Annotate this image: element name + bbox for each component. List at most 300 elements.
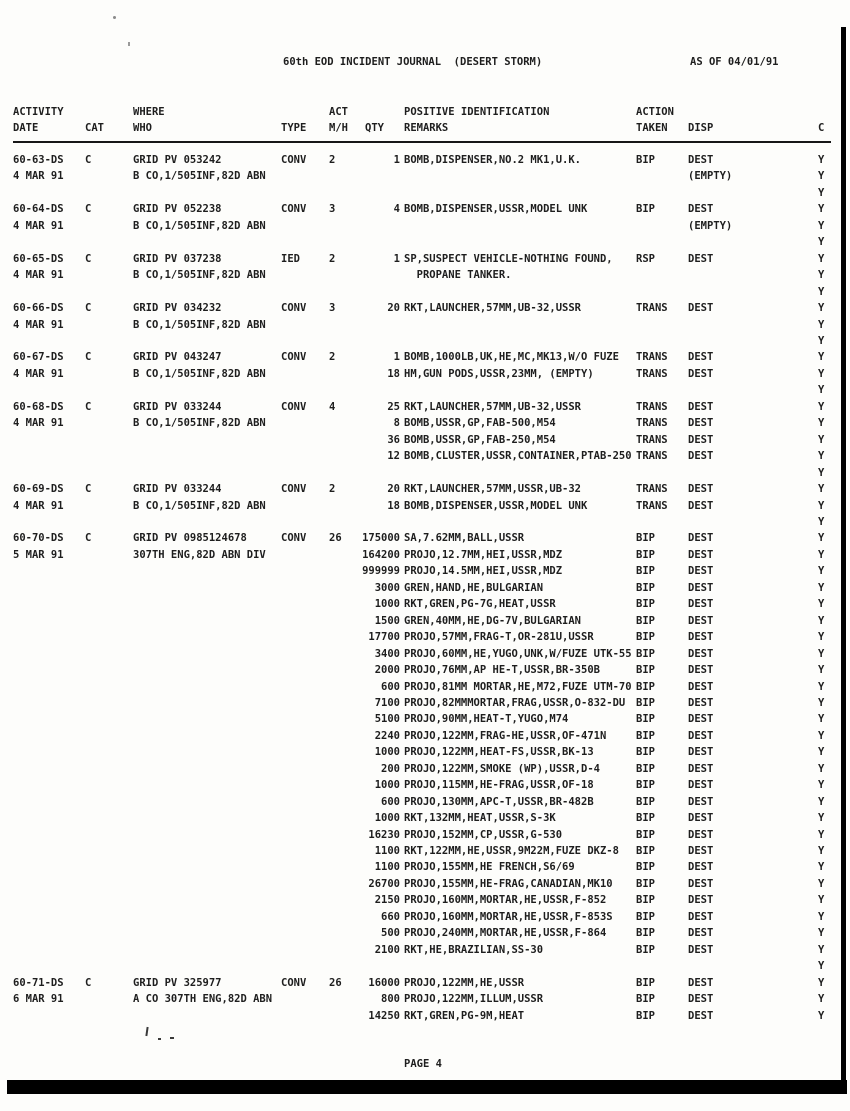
cell-cat (85, 465, 133, 481)
cell-action: BIP (636, 647, 655, 660)
cell-activity (13, 596, 85, 612)
cell-where_who: GRID PV 034232 (133, 302, 222, 315)
cell-activity (13, 613, 85, 629)
cell-where_who (133, 909, 281, 925)
cell-cat (85, 317, 133, 333)
cell-cat (85, 547, 133, 563)
cell-c: Y (818, 450, 825, 463)
cell-where_who (133, 514, 281, 530)
cell-remarks: PROJO,82MMMORTAR,FRAG,USSR,O-832-DU (404, 696, 626, 709)
cell-type (281, 366, 329, 382)
cell-activity (13, 909, 85, 925)
cell-action: BIP (636, 548, 655, 561)
cell-activity: 60-69-DS (13, 483, 64, 496)
cell-cat (85, 234, 133, 250)
journal-line (13, 794, 831, 810)
journal-line (13, 629, 831, 645)
as-of-date: AS OF 04/01/91 (690, 56, 779, 68)
cell-action: TRANS (636, 367, 668, 380)
cell-where_who: 307TH ENG,82D ABN DIV (133, 548, 266, 561)
cell-type: IED (281, 252, 300, 265)
cell-remarks: RKT,HE,BRAZILIAN,SS-30 (404, 943, 544, 956)
cell-qty: 14250 (368, 1009, 400, 1022)
cell-where_who: GRID PV 052238 (133, 203, 222, 216)
cell-mh (329, 794, 361, 810)
cell-action (636, 168, 688, 184)
cell-c: Y (818, 680, 825, 693)
cell-remarks: PROJO,155MM,HE-FRAG,CANADIAN,MK10 (404, 877, 613, 890)
cell-cat (85, 514, 133, 530)
cell-activity (13, 728, 85, 744)
cell-activity: 5 MAR 91 (13, 548, 64, 561)
cell-remarks: PROJO,240MM,MORTAR,HE,USSR,F-864 (404, 927, 607, 940)
cell-qty: 25 (387, 400, 400, 413)
cell-cat: C (85, 400, 92, 413)
cell-cat (85, 695, 133, 711)
cell-where_who: GRID PV 033244 (133, 400, 222, 413)
cell-type (281, 744, 329, 760)
cell-type (281, 876, 329, 892)
journal-line (13, 300, 831, 316)
cell-qty (361, 382, 404, 398)
journal-line (13, 892, 831, 908)
cell-mh (329, 679, 361, 695)
cell-where_who (133, 958, 281, 974)
cell-remarks: PROJO,115MM,HE-FRAG,USSR,OF-18 (404, 779, 594, 792)
cell-remarks (404, 218, 636, 234)
journal-line (13, 843, 831, 859)
cell-c: Y (818, 861, 825, 874)
cell-c: Y (818, 318, 825, 331)
cell-activity (13, 925, 85, 941)
page-number: PAGE 4 (404, 1058, 442, 1070)
journal-line (13, 498, 831, 514)
cell-mh (329, 843, 361, 859)
cell-disp: DEST (688, 252, 714, 265)
cell-where_who (133, 892, 281, 908)
cell-action (636, 465, 688, 481)
header-remarks: REMARKS (404, 122, 449, 134)
header-spacer (688, 104, 818, 120)
cell-type (281, 498, 329, 514)
cell-activity (13, 711, 85, 727)
journal-line (13, 991, 831, 1007)
cell-cat (85, 185, 133, 201)
cell-disp: DEST (688, 548, 714, 561)
cell-action (636, 333, 688, 349)
cell-mh: 3 (329, 302, 336, 315)
cell-activity (13, 810, 85, 826)
journal-line (13, 942, 831, 958)
journal-line (13, 168, 831, 184)
cell-activity (13, 580, 85, 596)
cell-qty (361, 465, 404, 481)
cell-activity (13, 333, 85, 349)
cell-mh (329, 859, 361, 875)
scan-edge-bottom (7, 1080, 847, 1094)
journal-line (13, 152, 831, 168)
header-cat: CAT (85, 122, 104, 134)
cell-mh (329, 629, 361, 645)
cell-activity (13, 646, 85, 662)
cell-qty (361, 514, 404, 530)
cell-c: Y (818, 713, 825, 726)
cell-c: Y (818, 894, 825, 907)
cell-qty (361, 267, 404, 283)
cell-cat (85, 958, 133, 974)
cell-remarks: BOMB,USSR,GP,FAB-250,M54 (404, 433, 556, 446)
cell-type (281, 267, 329, 283)
cell-cat (85, 991, 133, 1007)
cell-cat (85, 168, 133, 184)
cell-type: CONV (281, 976, 307, 989)
cell-remarks: PROJO,122MM,FRAG-HE,USSR,OF-471N (404, 729, 607, 742)
cell-disp: DEST (688, 154, 714, 166)
header-where: WHERE (133, 106, 165, 118)
cell-cat (85, 942, 133, 958)
journal-line (13, 613, 831, 629)
cell-action: TRANS (636, 450, 668, 463)
cell-mh: 2 (329, 252, 336, 265)
cell-activity (13, 892, 85, 908)
cell-cat: C (85, 483, 92, 496)
cell-activity: 60-64-DS (13, 203, 64, 216)
cell-action: TRANS (636, 433, 668, 446)
cell-action (636, 185, 688, 201)
cell-cat (85, 761, 133, 777)
cell-qty (361, 185, 404, 201)
cell-action: BIP (636, 631, 655, 644)
cell-disp: DEST (688, 598, 714, 611)
cell-qty: 3000 (374, 581, 400, 594)
cell-cat: C (85, 532, 92, 545)
cell-cat (85, 596, 133, 612)
cell-type (281, 563, 329, 579)
cell-type (281, 777, 329, 793)
cell-mh (329, 185, 361, 201)
document-title: 60th EOD INCIDENT JOURNAL (DESERT STORM) (283, 56, 543, 68)
cell-where_who (133, 728, 281, 744)
cell-activity (13, 514, 85, 530)
cell-c: Y (818, 762, 825, 775)
journal-line (13, 909, 831, 925)
journal-line (13, 366, 831, 382)
cell-remarks (404, 284, 636, 300)
cell-where_who (133, 580, 281, 596)
cell-action: BIP (636, 795, 655, 808)
cell-disp: DEST (688, 565, 714, 578)
header-spacer (818, 104, 831, 120)
cell-type (281, 695, 329, 711)
cell-qty: 4 (393, 203, 400, 216)
cell-remarks: PROJO,60MM,HE,YUGO,UNK,W/FUZE UTK-55 (404, 647, 632, 660)
cell-type: CONV (281, 154, 307, 166)
cell-c: Y (818, 943, 825, 956)
cell-mh (329, 547, 361, 563)
cell-c: Y (818, 515, 825, 528)
cell-activity: 60-67-DS (13, 351, 64, 364)
cell-qty: 1500 (374, 614, 400, 627)
cell-disp: DEST (688, 762, 714, 775)
cell-where_who (133, 843, 281, 859)
cell-remarks: BOMB,1000LB,UK,HE,MC,MK13,W/O FUZE (404, 351, 619, 364)
cell-type (281, 448, 329, 464)
ink-mark (158, 1038, 161, 1040)
cell-activity (13, 382, 85, 398)
cell-qty: 2100 (374, 943, 400, 956)
cell-qty: 7100 (374, 696, 400, 709)
cell-cat (85, 333, 133, 349)
cell-action: BIP (636, 581, 655, 594)
cell-cat (85, 267, 133, 283)
cell-where_who (133, 876, 281, 892)
cell-c: Y (818, 219, 825, 232)
cell-activity (13, 629, 85, 645)
cell-mh (329, 761, 361, 777)
cell-activity (13, 794, 85, 810)
cell-c: Y (818, 302, 825, 315)
journal-line (13, 695, 831, 711)
cell-remarks (404, 317, 636, 333)
cell-disp: DEST (688, 367, 714, 380)
cell-disp: DEST (688, 779, 714, 792)
cell-where_who (133, 629, 281, 645)
cell-qty: 600 (381, 680, 400, 693)
cell-cat (85, 744, 133, 760)
cell-remarks (404, 234, 636, 250)
cell-action: TRANS (636, 483, 668, 496)
cell-mh: 26 (329, 976, 342, 989)
header-action: ACTION (636, 106, 674, 118)
cell-cat: C (85, 154, 92, 166)
cell-action: BIP (636, 861, 655, 874)
cell-activity (13, 465, 85, 481)
ink-mark (170, 1037, 174, 1039)
cell-c: Y (818, 696, 825, 709)
cell-action: BIP (636, 713, 655, 726)
cell-disp (688, 382, 818, 398)
cell-c: Y (818, 285, 825, 298)
cell-c: Y (818, 1009, 825, 1022)
cell-activity: 60-70-DS (13, 532, 64, 545)
cell-activity (13, 1008, 85, 1024)
cell-type (281, 827, 329, 843)
cell-where_who (133, 333, 281, 349)
cell-cat: C (85, 203, 92, 216)
journal-line (13, 514, 831, 530)
cell-mh (329, 284, 361, 300)
cell-remarks: RKT,LAUNCHER,57MM,UB-32,USSR (404, 400, 582, 413)
cell-cat (85, 382, 133, 398)
cell-cat (85, 1008, 133, 1024)
journal-line (13, 646, 831, 662)
cell-qty: 2000 (374, 664, 400, 677)
cell-c: Y (818, 631, 825, 644)
cell-remarks: PROJO,160MM,MORTAR,HE,USSR,F-852 (404, 894, 607, 907)
cell-qty: 36 (387, 433, 400, 446)
cell-remarks: PROJO,76MM,AP HE-T,USSR,BR-350B (404, 664, 600, 677)
cell-c: Y (818, 203, 825, 216)
cell-qty: 1 (393, 252, 400, 265)
cell-activity (13, 679, 85, 695)
scan-edge-right (841, 27, 846, 1083)
cell-mh (329, 448, 361, 464)
cell-type (281, 646, 329, 662)
cell-action: BIP (636, 203, 655, 216)
header-row-2 (13, 120, 831, 136)
cell-action: BIP (636, 664, 655, 677)
journal-line (13, 711, 831, 727)
journal-line (13, 349, 831, 365)
cell-mh (329, 1008, 361, 1024)
journal-line (13, 761, 831, 777)
header-type: TYPE (281, 122, 307, 134)
cell-disp: DEST (688, 845, 714, 858)
cell-activity (13, 827, 85, 843)
cell-disp: DEST (688, 203, 714, 216)
cell-disp (688, 267, 818, 283)
cell-remarks: BOMB,DISPENSER,USSR,MODEL UNK (404, 203, 588, 216)
cell-mh (329, 695, 361, 711)
cell-mh (329, 646, 361, 662)
cell-cat (85, 892, 133, 908)
cell-c: Y (818, 351, 825, 364)
cell-action: TRANS (636, 400, 668, 413)
cell-where_who (133, 859, 281, 875)
cell-type (281, 613, 329, 629)
cell-action: RSP (636, 252, 655, 265)
cell-cat: C (85, 351, 92, 364)
cell-disp: DEST (688, 417, 714, 430)
cell-activity (13, 695, 85, 711)
cell-where_who: B CO,1/505INF,82D ABN (133, 269, 266, 282)
cell-cat (85, 925, 133, 941)
cell-activity (13, 185, 85, 201)
cell-disp: DEST (688, 631, 714, 644)
cell-activity: 60-68-DS (13, 400, 64, 413)
cell-type (281, 909, 329, 925)
cell-remarks: PROJO,155MM,HE FRENCH,S6/69 (404, 861, 575, 874)
cell-action: BIP (636, 877, 655, 890)
cell-disp: DEST (688, 581, 714, 594)
cell-activity: 4 MAR 91 (13, 219, 64, 232)
cell-mh (329, 728, 361, 744)
cell-where_who (133, 234, 281, 250)
cell-type (281, 629, 329, 645)
cell-activity: 4 MAR 91 (13, 170, 64, 183)
cell-qty (361, 958, 404, 974)
cell-type (281, 810, 329, 826)
cell-activity (13, 662, 85, 678)
header-spacer (85, 104, 133, 120)
header-spacer (281, 104, 329, 120)
journal-line (13, 1008, 831, 1024)
cell-type (281, 547, 329, 563)
cell-activity: 4 MAR 91 (13, 367, 64, 380)
cell-type (281, 892, 329, 908)
cell-c: Y (818, 154, 825, 166)
cell-activity: 60-71-DS (13, 976, 64, 989)
cell-where_who (133, 284, 281, 300)
cell-cat: C (85, 302, 92, 315)
journal-line (13, 267, 831, 283)
cell-where_who (133, 942, 281, 958)
cell-action: BIP (636, 976, 655, 989)
cell-cat (85, 810, 133, 826)
cell-c: Y (818, 483, 825, 496)
cell-activity (13, 843, 85, 859)
cell-where_who (133, 794, 281, 810)
cell-mh (329, 580, 361, 596)
cell-remarks: RKT,GREN,PG-9M,HEAT (404, 1009, 525, 1022)
cell-where_who (133, 827, 281, 843)
journal-line (13, 218, 831, 234)
cell-c: Y (818, 927, 825, 940)
cell-where_who (133, 432, 281, 448)
cell-disp: DEST (688, 664, 714, 677)
cell-disp (688, 317, 818, 333)
cell-mh (329, 514, 361, 530)
cell-type: CONV (281, 302, 307, 315)
cell-cat (85, 415, 133, 431)
cell-qty: 1 (393, 154, 400, 166)
cell-mh (329, 234, 361, 250)
cell-c: Y (818, 729, 825, 742)
cell-remarks (404, 514, 636, 530)
cell-where_who (133, 185, 281, 201)
cell-disp: DEST (688, 927, 714, 940)
cell-where_who: GRID PV 043247 (133, 351, 222, 364)
cell-type (281, 234, 329, 250)
cell-qty: 600 (381, 795, 400, 808)
cell-activity: 6 MAR 91 (13, 993, 64, 1006)
journal-line (13, 975, 831, 991)
cell-qty: 16230 (368, 828, 400, 841)
cell-type: CONV (281, 351, 307, 364)
cell-qty (361, 284, 404, 300)
scan-speck (128, 42, 130, 46)
cell-qty: 800 (381, 993, 400, 1006)
cell-cat (85, 728, 133, 744)
cell-remarks: PROJO,152MM,CP,USSR,G-530 (404, 828, 563, 841)
cell-remarks: BOMB,DISPENSER,USSR,MODEL UNK (404, 499, 588, 512)
journal-line (13, 448, 831, 464)
cell-remarks: PROPANE TANKER. (404, 269, 512, 282)
cell-type (281, 958, 329, 974)
cell-c: Y (818, 400, 825, 413)
cell-action: BIP (636, 779, 655, 792)
journal-line (13, 827, 831, 843)
cell-action: BIP (636, 680, 655, 693)
cell-disp: DEST (688, 861, 714, 874)
cell-mh (329, 267, 361, 283)
cell-action: BIP (636, 614, 655, 627)
cell-mh (329, 827, 361, 843)
cell-type (281, 465, 329, 481)
cell-c: Y (818, 433, 825, 446)
cell-where_who: GRID PV 053242 (133, 154, 222, 166)
cell-where_who: B CO,1/505INF,82D ABN (133, 219, 266, 232)
cell-where_who: GRID PV 033244 (133, 483, 222, 496)
journal-line (13, 185, 831, 201)
cell-mh (329, 777, 361, 793)
cell-type (281, 185, 329, 201)
cell-qty: 12 (387, 450, 400, 463)
cell-type (281, 382, 329, 398)
cell-c: Y (818, 877, 825, 890)
cell-c: Y (818, 236, 825, 249)
cell-qty: 26700 (368, 877, 400, 890)
